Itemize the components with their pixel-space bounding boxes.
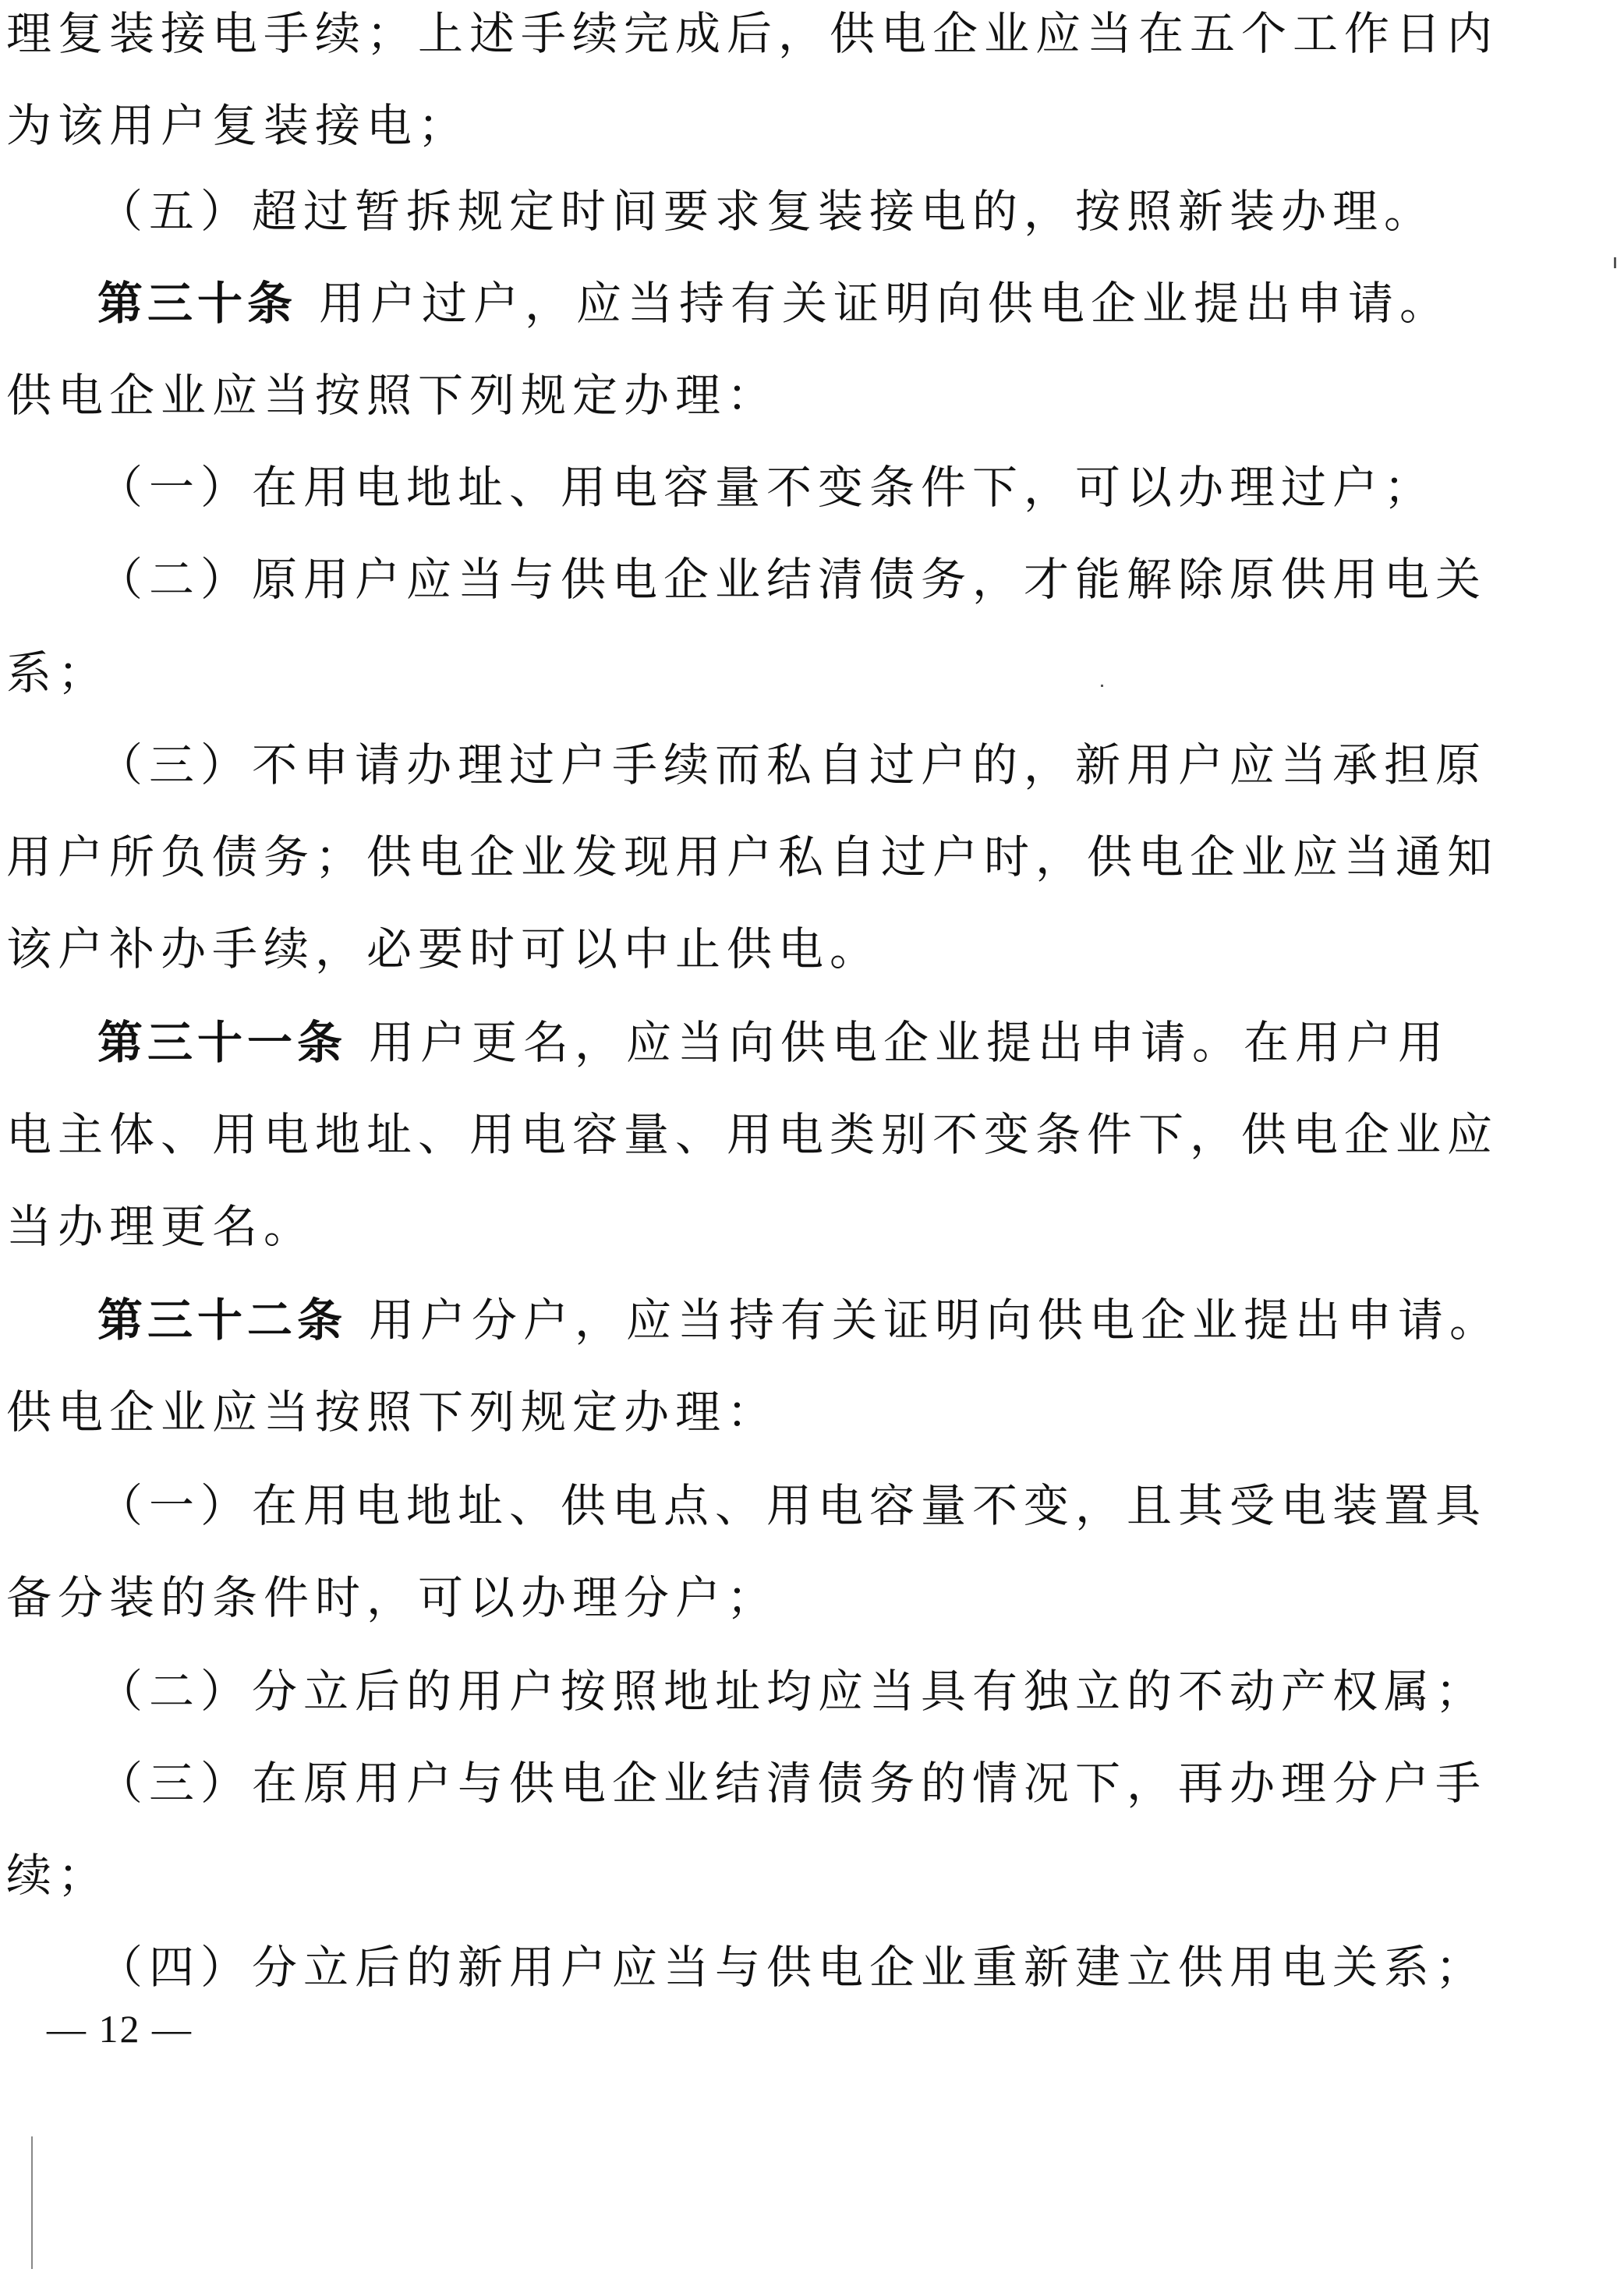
text-line: 续； (6, 1849, 110, 1902)
text-line: 供电企业应当按照下列规定办理： (6, 369, 779, 422)
text-line: （一）在用电地址、用电容量不变条件下，可以办理过户； (97, 461, 1436, 514)
text-line: 理复装接电手续；上述手续完成后，供电企业应当在五个工作日内 (6, 7, 1499, 60)
scan-speck (1101, 685, 1103, 687)
text-line: 系； (6, 646, 110, 699)
text-line: 该户补办手续，必要时可以中止供电。 (6, 922, 882, 975)
text-line: （二）分立后的用户按照地址均应当具有独立的不动产权属； (97, 1665, 1488, 1718)
article-heading-line: 第三十一条 用户更名，应当向供电企业提出申请。在用户用 (97, 1016, 1450, 1069)
article-number: 第三十二条 (97, 1294, 348, 1347)
article-number: 第三十条 (97, 277, 298, 330)
text-line: （一）在用电地址、供电点、用电容量不变，且其受电装置具 (97, 1479, 1488, 1532)
text-line: 为该用户复装接电； (6, 99, 470, 152)
text-line: 当办理更名。 (6, 1200, 316, 1253)
article-heading-line: 第三十条 用户过户，应当持有关证明向供电企业提出申请。 (97, 277, 1452, 330)
article-number: 第三十一条 (97, 1016, 348, 1069)
text-line: （五）超过暂拆规定时间要求复装接电的，按照新装办理。 (97, 185, 1436, 238)
page-number: — 12 — (47, 2007, 193, 2051)
text-line: 电主体、用电地址、用电容量、用电类别不变条件下，供电企业应 (6, 1108, 1499, 1161)
text-line: 备分装的条件时，可以办理分户； (6, 1571, 779, 1624)
text-line: （三）不申请办理过户手续而私自过户的，新用户应当承担原 (97, 738, 1488, 791)
text-line: 供电企业应当按照下列规定办理： (6, 1386, 779, 1439)
text-line: 用户所负债务；供电企业发现用户私自过户时，供电企业应当通知 (6, 830, 1499, 883)
text-line: （四）分立后的新用户应当与供电企业重新建立供用电关系； (97, 1941, 1488, 1994)
scan-edge-line (31, 2136, 33, 2269)
scan-speck (1614, 257, 1616, 268)
article-heading-line: 第三十二条 用户分户，应当持有关证明向供电企业提出申请。 (97, 1294, 1502, 1347)
text-line: （三）在原用户与供电企业结清债务的情况下，再办理分户手 (97, 1757, 1488, 1810)
text-line: （二）原用户应当与供电企业结清债务，才能解除原供用电关 (97, 553, 1488, 606)
